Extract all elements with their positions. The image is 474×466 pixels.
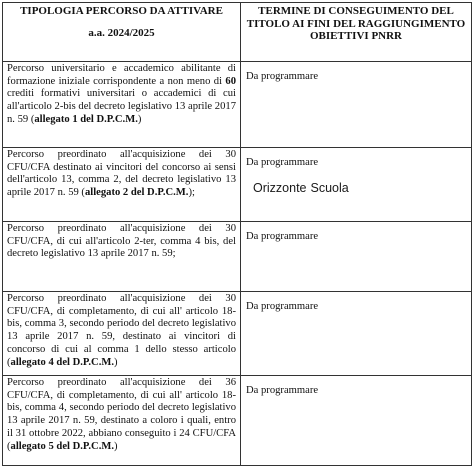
row-description: Percorso preordinato all'acquisizione dei 30 CFU/CFA, di cui all'articolo 2-ter, comma 4 bis, del decreto legislativo 13 aprile 2017 n. 59;	[3, 222, 241, 292]
header-termine-title: TERMINE DI CONSEGUIMENTO DEL TITOLO AI FINI DEL RAGGIUNGIMENTO OBIETTIVI PNRR	[246, 5, 466, 42]
table-row	[3, 62, 472, 148]
header-cell-tipologia	[3, 3, 241, 62]
description-bold: allegato 4 del D.P.C.M.	[10, 356, 115, 368]
row-description	[3, 376, 241, 466]
row-status: Da programmare	[241, 376, 472, 466]
row-description	[3, 292, 241, 376]
description-bold: allegato 1 del D.P.C.M.	[34, 113, 138, 125]
row-status: Da programmare	[241, 62, 472, 148]
table-row	[3, 292, 472, 376]
description-bold: allegato 5 del D.P.C.M.	[10, 440, 115, 452]
row-description	[3, 148, 241, 222]
table-row	[3, 148, 472, 222]
description-text: Percorso preordinato all'acquisizione dei 30 CFU/CFA, di completamento, di cui all' articolo 18-bis, comma 3, secondo periodo del decreto legislativo 13 aprile 2017 n. 59, destinato ai vincitori di concorso di cui al comma 1 dello stesso articolo (	[7, 293, 236, 368]
document-page	[2, 2, 471, 466]
description-bold: allegato 2 del D.P.C.M.	[84, 187, 189, 199]
description-text: )	[114, 440, 118, 452]
watermark-word-2: Scuola	[310, 181, 349, 195]
header-tipologia-title: TIPOLOGIA PERCORSO DA ATTIVARE	[20, 5, 223, 17]
row-status: Da programmare	[241, 292, 472, 376]
description-text: Percorso preordinato all'acquisizione dei 30 CFU/CFA destinato ai vincitori del concorso ai sensi dell'articolo 13, comma 2, del decreto legislativo 13 aprile 2017 n. 59 (	[7, 149, 236, 199]
description-text: );	[188, 187, 195, 199]
row-status: Da programmare	[241, 148, 472, 222]
row-status: Da programmare	[241, 222, 472, 292]
table-row	[3, 376, 472, 466]
description-text: )	[114, 356, 118, 368]
description-text: Percorso preordinato all'acquisizione dei 36 CFU/CFA, di completamento, di cui all' articolo 18-bis, comma 4, secondo periodo del decreto legislativo 13 aprile 2017 n. 59, destinato a coloro i quali, entro il 31 ottobre 2022, abbiano conseguito i 24 CFU/CFA (	[7, 377, 236, 452]
header-academic-year: a.a. 2024/2025	[88, 26, 155, 39]
header-cell-termine	[241, 3, 472, 62]
description-text: Percorso universitario e accademico abilitante di formazione iniziale corrispondente a non meno di	[7, 63, 236, 87]
description-bold: 60	[225, 75, 236, 87]
watermark-word-1: Orizzonte	[253, 181, 307, 195]
row-description	[3, 62, 241, 148]
description-text: crediti formativi universitari o accademici di cui all'articolo 2-bis del decreto legislativo 13 aprile 2017 n. 59 (	[7, 88, 236, 125]
watermark	[253, 181, 349, 195]
table-row	[3, 222, 472, 292]
table-header-row	[3, 3, 472, 62]
percorsi-table	[2, 2, 472, 466]
description-text: )	[137, 113, 142, 125]
